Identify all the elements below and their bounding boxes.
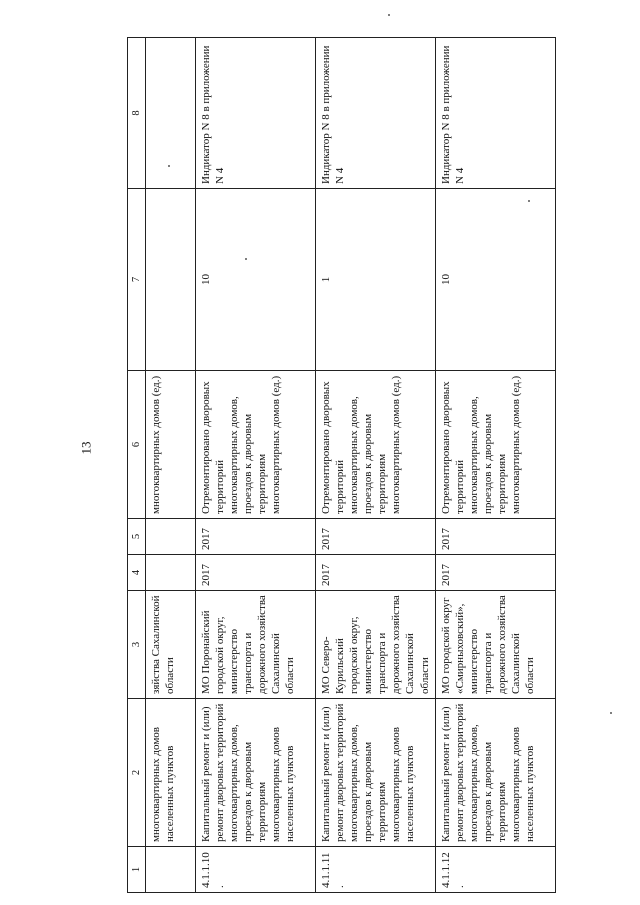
cell-link: Индикатор N 8 в приложении N 4: [436, 38, 556, 189]
cell-indicator: Отремонтировано дворовых территорий многоквартирных домов, проездов к дворовым территориям многоквартирных домов (ед.): [196, 371, 316, 519]
cell-name: Капитальный ремонт и (или) ремонт дворовых территорий многоквартирных домов, проездов к дворовым территориям многоквартирных домов населенных пунктов: [196, 699, 316, 847]
cell-year-end: 2017: [316, 519, 436, 555]
header-cell: 2: [128, 699, 146, 847]
header-cell: 5: [128, 519, 146, 555]
cell-value: [146, 189, 196, 371]
cell-indicator: многоквартирных домов (ед.): [146, 371, 196, 519]
table-row: [316, 38, 436, 893]
cell-year-start: 2017: [196, 555, 316, 591]
cell-link: Индикатор N 8 в приложении N 4: [316, 38, 436, 189]
cell-value: 10: [436, 189, 556, 371]
cell-indicator: Отремонтировано дворовых территорий многоквартирных домов, проездов к дворовым территориям многоквартирных домов (ед.): [316, 371, 436, 519]
header-cell: 3: [128, 591, 146, 699]
cell-link: [146, 38, 196, 189]
cell-number: 4.1.1.10.: [196, 847, 316, 893]
page-number: 13: [78, 441, 94, 455]
cell-name: многоквартирных домов населенных пунктов: [146, 699, 196, 847]
cell-year-start: 2017: [436, 555, 556, 591]
table-row: [436, 38, 556, 893]
table-header-row: [128, 38, 146, 893]
cell-year-end: [146, 519, 196, 555]
cell-name: Капитальный ремонт и (или) ремонт дворовых территорий многоквартирных домов, проездов к дворовым территориям многоквартирных домов населенных пунктов: [316, 699, 436, 847]
cell-executor: зяйства Сахалинской области: [146, 591, 196, 699]
header-cell: 6: [128, 371, 146, 519]
header-cell: 4: [128, 555, 146, 591]
cell-name: Капитальный ремонт и (или) ремонт дворовых территорий многоквартирных домов, проездов к дворовым территориям многоквартирных домов населенных пунктов: [436, 699, 556, 847]
cell-number: 4.1.1.11.: [316, 847, 436, 893]
measures-table: [127, 37, 556, 893]
table-row-continuation: [146, 38, 196, 893]
header-cell: 8: [128, 38, 146, 189]
cell-year-start: [146, 555, 196, 591]
cell-value: 10: [196, 189, 316, 371]
rotated-table-wrapper: [127, 38, 555, 893]
cell-year-end: 2017: [196, 519, 316, 555]
cell-value: 1: [316, 189, 436, 371]
header-cell: 1: [128, 847, 146, 893]
cell-executor: МО Северо-Курильский городской округ, министерство транспорта и дорожного хозяйства Сахалинской области: [316, 591, 436, 699]
cell-indicator: Отремонтировано дворовых территорий многоквартирных домов, проездов к дворовым территориям многоквартирных домов (ед.): [436, 371, 556, 519]
cell-number: 4.1.1.12.: [436, 847, 556, 893]
cell-executor: МО городской округ «Смирныховский», министерство транспорта и дорожного хозяйства Сахалинской области: [436, 591, 556, 699]
cell-number: [146, 847, 196, 893]
cell-executor: МО Поронайский городской округ, министерство транспорта и дорожного хозяйства Сахалинской области: [196, 591, 316, 699]
cell-link: Индикатор N 8 в приложении N 4: [196, 38, 316, 189]
header-cell: 7: [128, 189, 146, 371]
cell-year-end: 2017: [436, 519, 556, 555]
cell-year-start: 2017: [316, 555, 436, 591]
table-row: [196, 38, 316, 893]
